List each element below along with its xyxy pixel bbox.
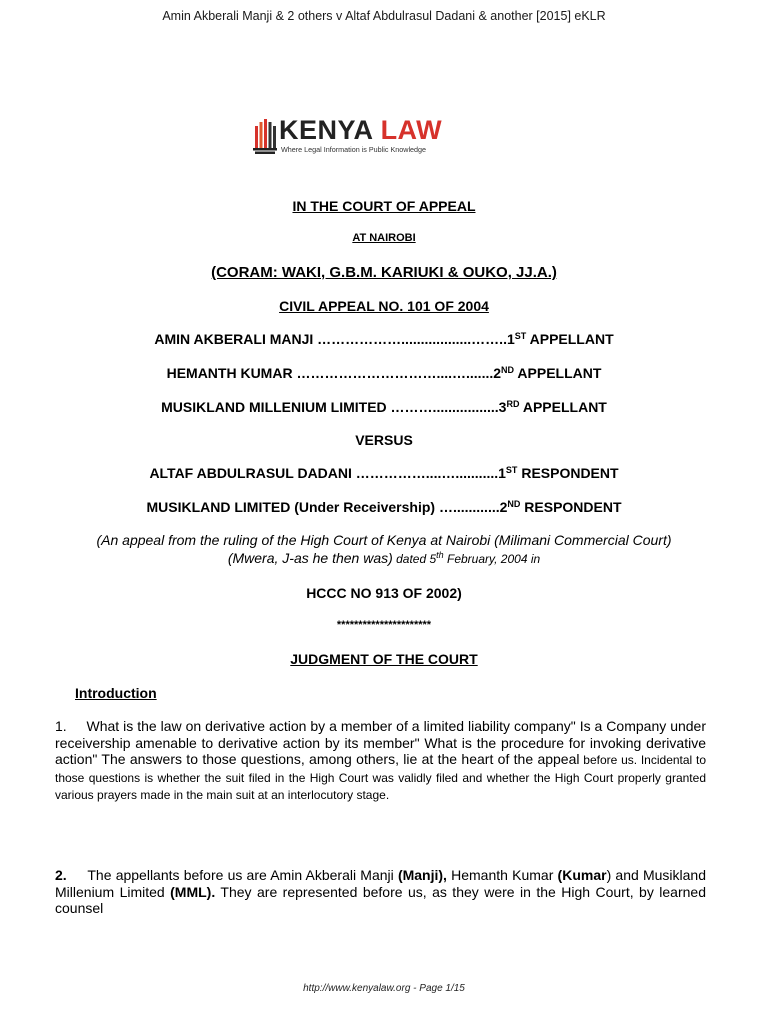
party-name: MUSIKLAND MILLENIUM LIMITED ……….................3 bbox=[161, 399, 507, 415]
logo-tagline: Where Legal Information is Public Knowledge bbox=[281, 145, 427, 154]
coram: (CORAM: WAKI, G.B.M. KARIUKI & OUKO, JJ.A.) bbox=[211, 264, 557, 281]
paragraph-1-small-text: before us. Incidental to those questions is whether the suit filed in the High Court was validly filed and whether the High Court properly granted various prayers made in the main suit at an interlocutory stage. bbox=[55, 753, 706, 802]
case-number: CIVIL APPEAL NO. 101 OF 2004 bbox=[279, 298, 489, 314]
respondent-ordinal: ST bbox=[505, 465, 518, 475]
court-title: IN THE COURT OF APPEAL bbox=[292, 198, 476, 214]
appeal-note-line1: (An appeal from the ruling of the High Court of Kenya at Nairobi (Milimani Commercial Court) bbox=[96, 532, 672, 548]
paragraph-2-text: ) and Musikland Millenium Limited bbox=[55, 867, 706, 900]
appeal-note-date: dated 5 bbox=[392, 552, 437, 566]
appeal-note-judge: (Mwera, J-as he then was) bbox=[227, 550, 393, 566]
separator-stars: ********************** bbox=[336, 619, 432, 631]
hccc-number: HCCC NO 913 OF 2002) bbox=[306, 585, 462, 601]
party-role: APPELLANT bbox=[519, 399, 607, 415]
paragraph-2-number: 2. bbox=[55, 867, 67, 883]
paragraph-2-bold: (Kumar bbox=[557, 867, 607, 883]
logo-wordmark bbox=[279, 115, 442, 145]
running-header: Amin Akberali Manji & 2 others v Altaf Abdulrasul Dadani & another [2015] eKLR bbox=[162, 9, 606, 23]
party-ordinal: ND bbox=[501, 365, 515, 375]
appeal-note-line2 bbox=[0, 550, 768, 566]
respondent-name: ALTAF ABDULRASUL DADANI ……………....…...........1 bbox=[149, 465, 506, 481]
appeal-note-date-rest: February, 2004 in bbox=[443, 552, 541, 566]
versus: VERSUS bbox=[355, 432, 413, 448]
respondent-line bbox=[0, 499, 768, 515]
section-heading-introduction: Introduction bbox=[75, 685, 157, 701]
respondent-name: MUSIKLAND LIMITED (Under Receivership) …............2 bbox=[146, 499, 508, 515]
judgment-title: JUDGMENT OF THE COURT bbox=[290, 651, 478, 667]
party-ordinal: ST bbox=[514, 331, 527, 341]
kenya-law-logo bbox=[253, 114, 468, 160]
respondent-ordinal: ND bbox=[507, 499, 521, 509]
respondent-role: RESPONDENT bbox=[520, 499, 622, 515]
paragraph-2-text: They are represented before us, as they were in the High Court, by learned counsel bbox=[55, 883, 706, 916]
party-name: AMIN AKBERALI MANJI ………………..................……..1 bbox=[154, 331, 515, 347]
party-role: APPELLANT bbox=[514, 365, 602, 381]
party-line bbox=[0, 331, 768, 347]
respondent-role: RESPONDENT bbox=[517, 465, 619, 481]
paragraph-2-bold: (Manji), bbox=[397, 867, 447, 883]
court-location: AT NAIROBI bbox=[352, 232, 416, 244]
party-line bbox=[0, 399, 768, 415]
party-ordinal: RD bbox=[506, 399, 520, 409]
logo-word-law: LAW bbox=[380, 115, 443, 145]
pillars-icon bbox=[253, 116, 277, 154]
respondent-line bbox=[0, 465, 768, 481]
party-name: HEMANTH KUMAR …………………………....….......2 bbox=[166, 365, 502, 381]
appeal-note-date-ordinal: th bbox=[436, 550, 444, 560]
paragraph-2-text: Hemanth Kumar bbox=[446, 867, 558, 883]
party-line bbox=[0, 365, 768, 381]
party-role: APPELLANT bbox=[526, 331, 614, 347]
paragraph-1 bbox=[55, 718, 706, 804]
logo-word-kenya: KENYA bbox=[279, 115, 373, 145]
paragraph-1-text: 1. What is the law on derivative action by a member of a limited liability company" Is a Company under receivership amenable to derivative action by its member" What is the procedure for invoking derivative action" The answers to those questions, among others, lie at the heart of the appeal bbox=[55, 718, 706, 767]
paragraph-2 bbox=[55, 867, 706, 917]
paragraph-2-bold: (MML). bbox=[170, 883, 216, 900]
page-footer: http://www.kenyalaw.org - Page 1/15 bbox=[303, 983, 465, 994]
paragraph-2-text: The appellants before us are Amin Akberali Manji bbox=[66, 867, 398, 883]
